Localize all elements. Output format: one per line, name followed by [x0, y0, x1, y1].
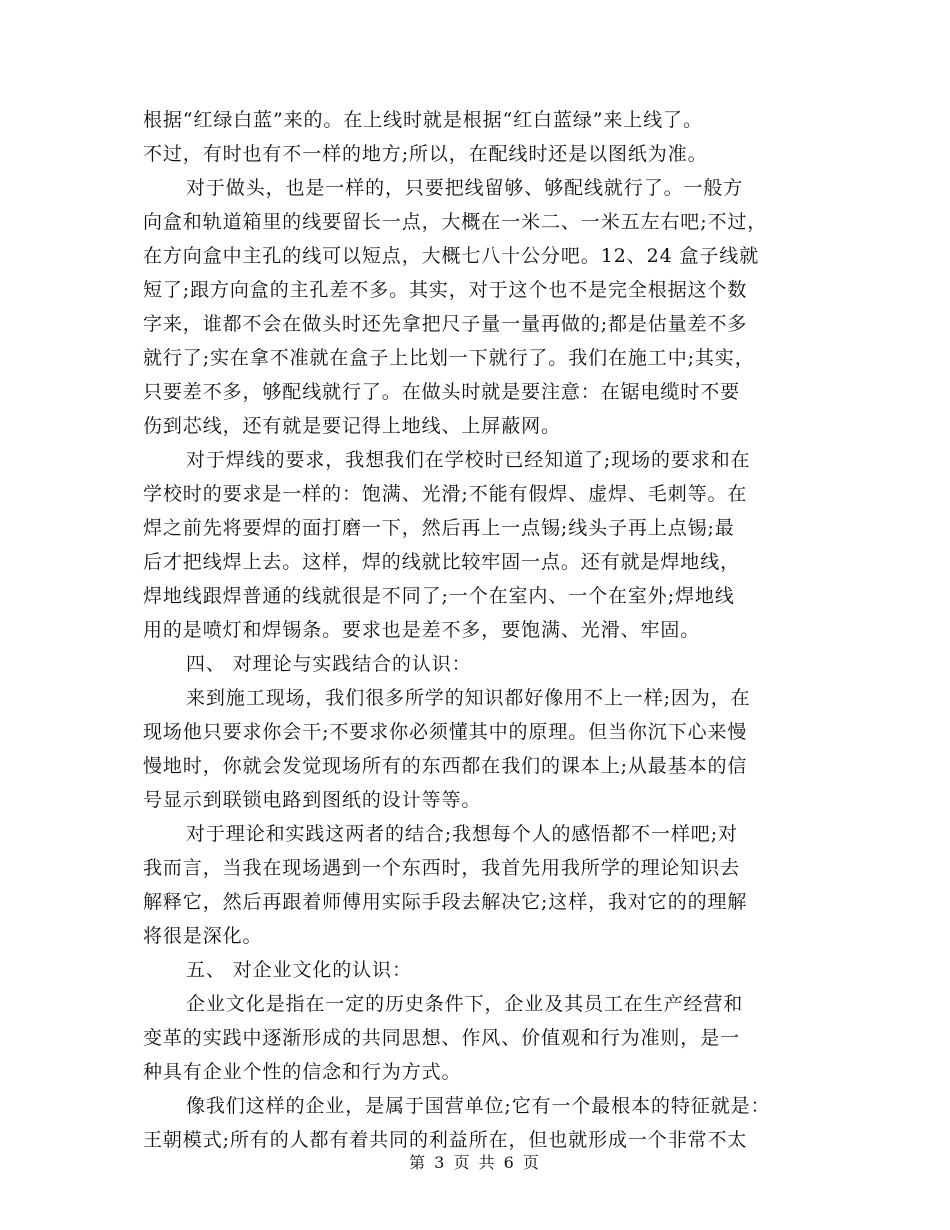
paragraph — [143, 681, 825, 817]
text-line: 只要差不多，够配线就行了。在做头时就是要注意：在锯电缆时不要 — [143, 381, 741, 403]
text-line: 企业文化是指在一定的历史条件下，企业及其员工在生产经营和 — [186, 993, 744, 1015]
text-line: 在方向盒中主孔的线可以短点，大概七八十公分吧。12、24 盒子线就 — [143, 245, 760, 267]
text-line: 向盒和轨道箱里的线要留长一点，大概在一米二、一米五左右吧;不过， — [143, 211, 768, 233]
text-line: 焊之前先将要焊的面打磨一下，然后再上一点锡;线头子再上点锡;最 — [143, 517, 735, 539]
section-heading — [143, 953, 825, 987]
text-line: 像我们这样的企业，是属于国营单位;它有一个最根本的特征就是： — [186, 1095, 771, 1117]
text-line: 我而言，当我在现场遇到一个东西时，我首先用我所学的理论知识去 — [143, 857, 741, 879]
text-line: 后才把线焊上去。这样，焊的线就比较牢固一点。还有就是焊地线， — [143, 551, 741, 573]
page-footer: 第 3 页 共 6 页 — [409, 1153, 541, 1172]
text-line: 来到施工现场，我们很多所学的知识都好像用不上一样;因为，在 — [186, 687, 751, 709]
text-line: 对于理论和实践这两者的结合;我想每个人的感悟都不一样吧;对 — [186, 823, 738, 845]
text-line: 号显示到联锁电路到图纸的设计等等。 — [143, 789, 482, 811]
text-line: 王朝模式;所有的人都有着共同的利益所在，但也就形成一个非常不太 — [143, 1129, 748, 1151]
text-line: 字来，谁都不会在做头时还先拿把尺子量一量再做的;都是估量差不多 — [143, 313, 748, 335]
section-heading — [143, 647, 825, 681]
paragraph — [143, 987, 825, 1089]
text-line: 将很是深化。 — [143, 925, 263, 947]
text-line: 对于焊线的要求，我想我们在学校时已经知道了;现场的要求和在 — [186, 449, 751, 471]
text-line: 焊地线跟焊普通的线就很是不同了;一个在室内、一个在室外;焊地线 — [143, 585, 735, 607]
text-line: 不过，有时也有不一样的地方;所以，在配线时还是以图纸为准。 — [143, 143, 708, 165]
text-line: 慢地时，你就会发觉现场所有的东西都在我们的课本上;从最基本的信 — [143, 755, 748, 777]
paragraph — [143, 443, 825, 647]
text-line: 伤到芯线，还有就是要记得上地线、上屏蔽网。 — [143, 415, 561, 437]
text-line: 种具有企业个性的信念和行为方式。 — [143, 1061, 462, 1083]
paragraph — [143, 103, 825, 171]
text-line: 五、 对企业文化的认识： — [186, 959, 412, 981]
text-line: 四、 对理论与实践结合的认识： — [186, 653, 472, 675]
text-line: 用的是喷灯和焊锡条。要求也是差不多，要饱满、光滑、牢固。 — [143, 619, 701, 641]
text-line: 现场他只要求你会干;不要求你必须懂其中的原理。但当你沉下心来慢 — [143, 721, 748, 743]
text-line: 学校时的要求是一样的：饱满、光滑;不能有假焊、虚焊、毛刺等。在 — [143, 483, 748, 505]
text-line: 变革的实践中逐渐形成的共同思想、作风、价值观和行为准则，是一 — [143, 1027, 741, 1049]
text-line: 根据“红绿白蓝”来的。在上线时就是根据“红白蓝绿”来上线了。 — [143, 109, 703, 131]
text-line: 解释它，然后再跟着师傅用实际手段去解决它;这样，我对它的的理解 — [143, 891, 748, 913]
text-line: 短了;跟方向盒的主孔差不多。其实，对于这个也不是完全根据这个数 — [143, 279, 748, 301]
text-line: 就行了;实在拿不准就在盒子上比划一下就行了。我们在施工中;其实， — [143, 347, 755, 369]
paragraph — [143, 171, 825, 443]
text-line: 对于做头，也是一样的，只要把线留够、够配线就行了。一般方 — [186, 177, 744, 199]
document-body — [143, 103, 825, 1157]
paragraph — [143, 817, 825, 953]
paragraph — [143, 1089, 825, 1157]
